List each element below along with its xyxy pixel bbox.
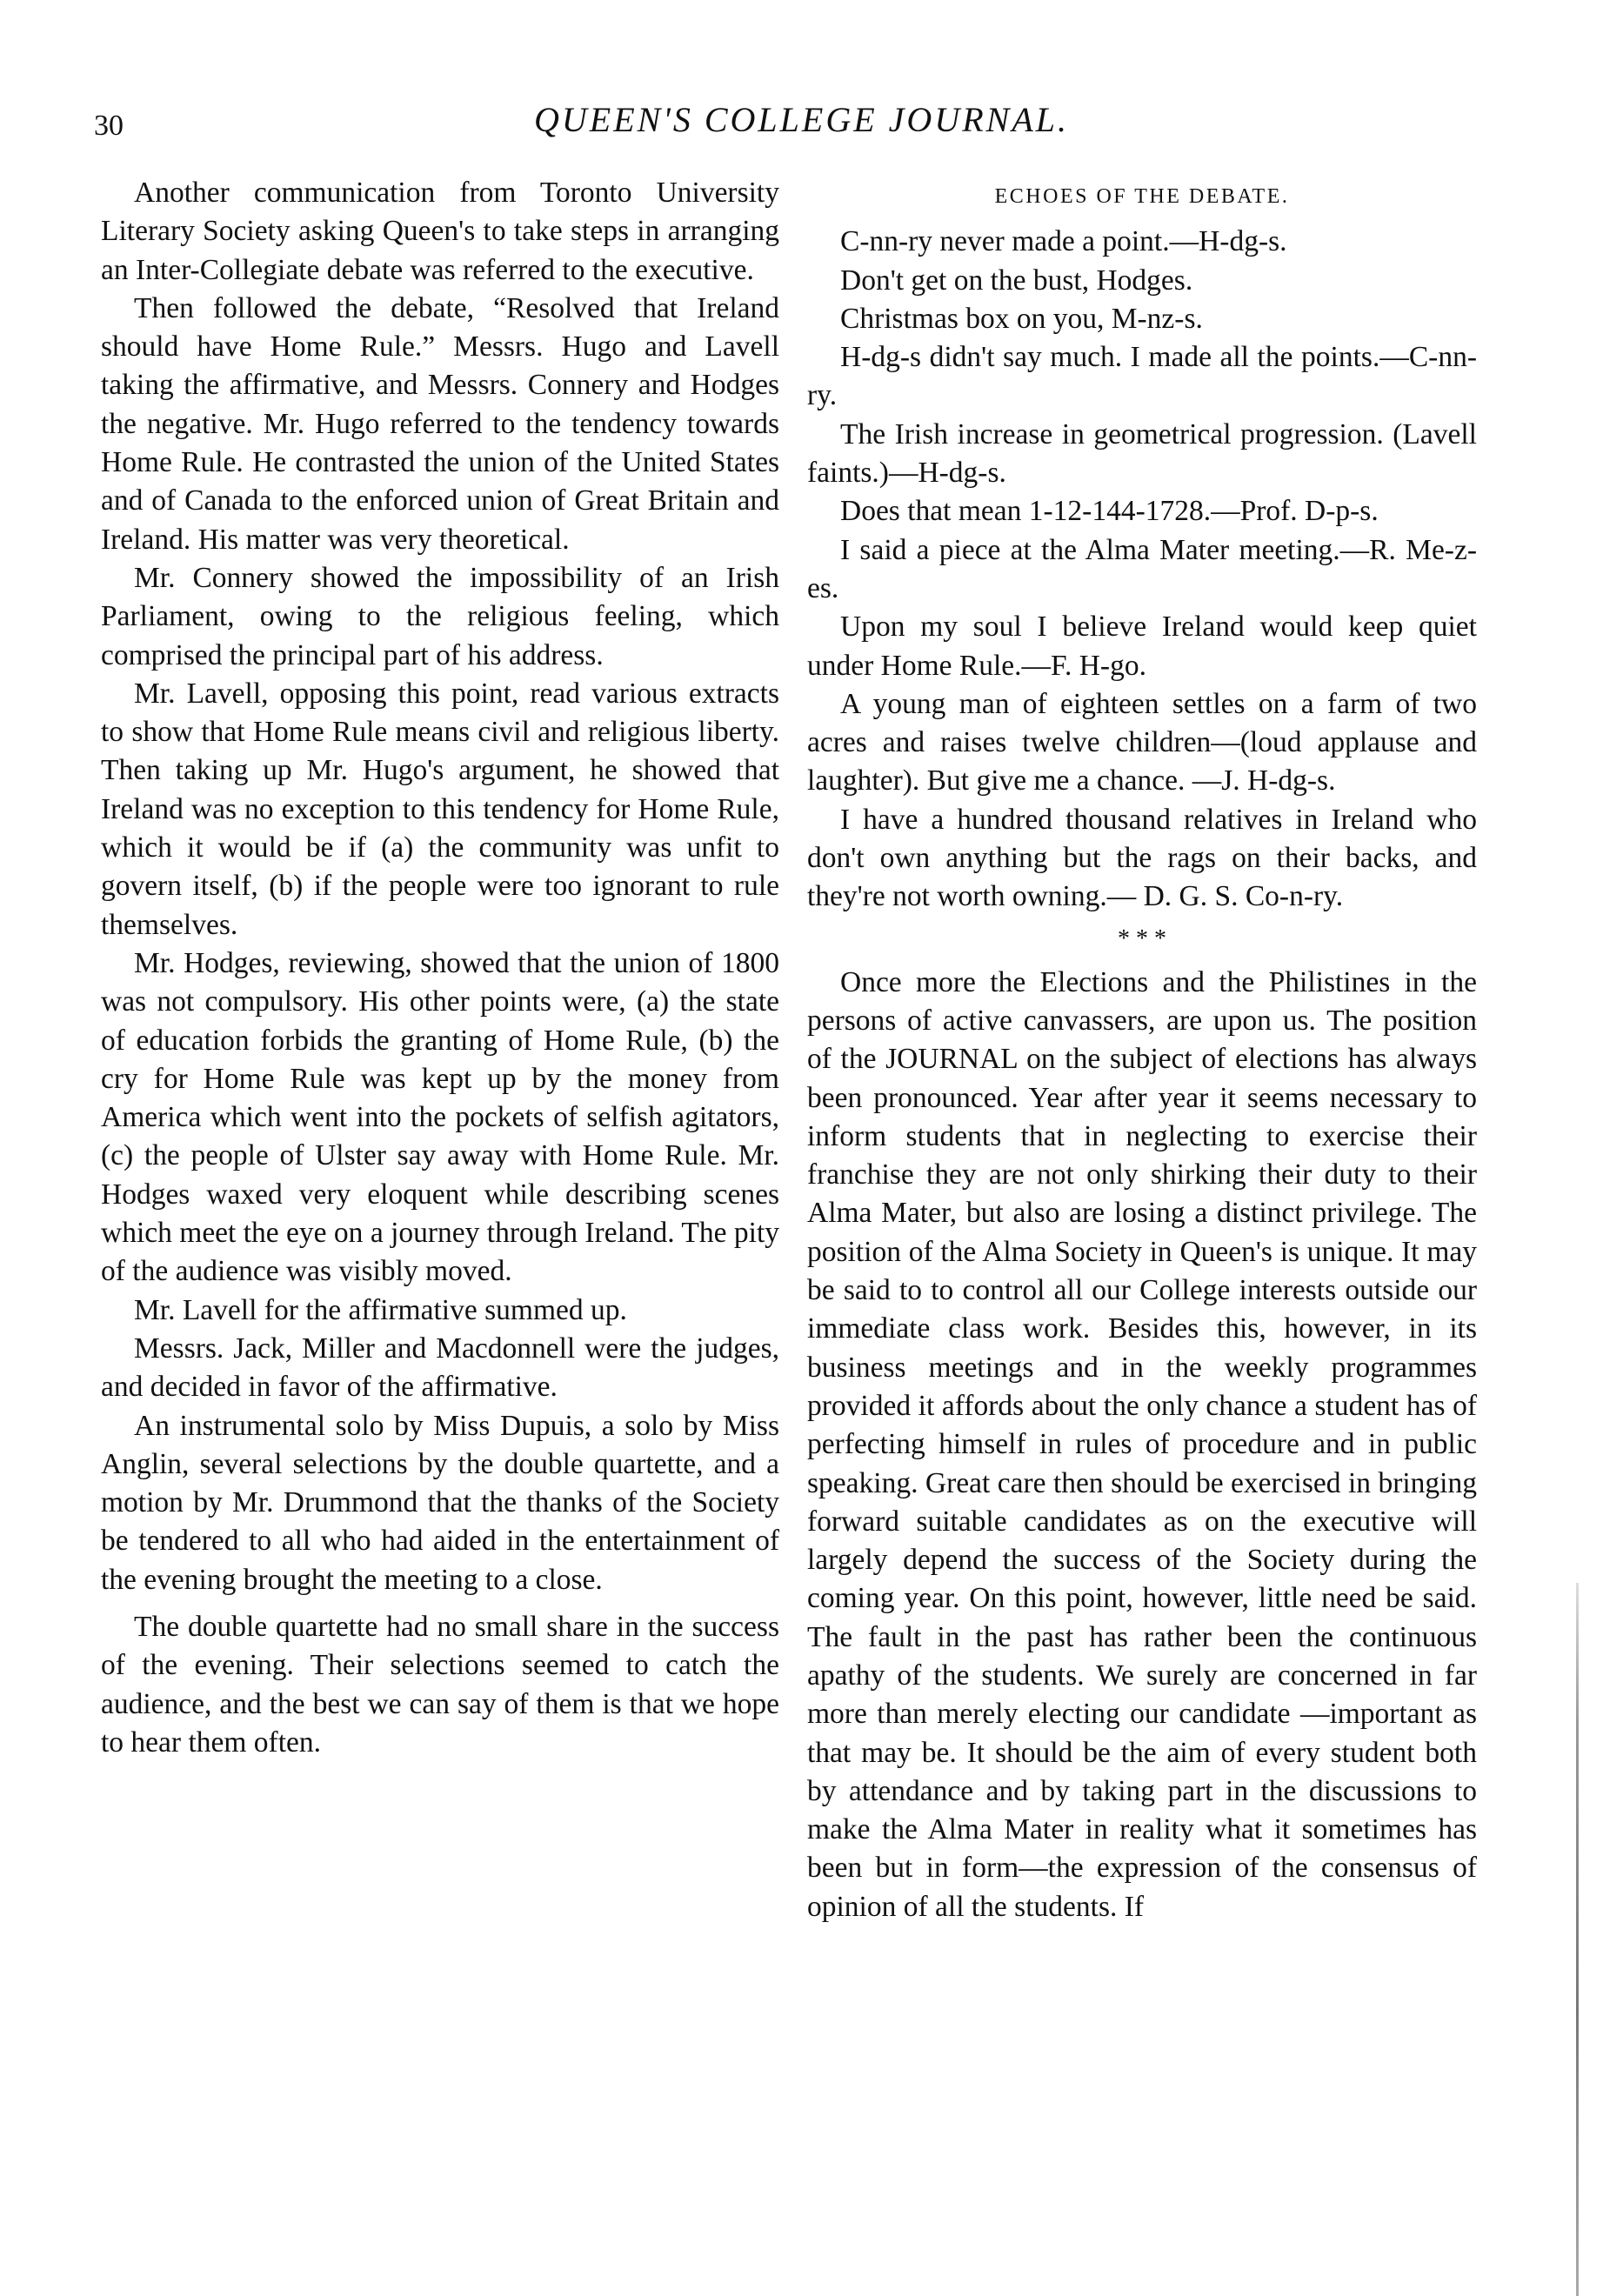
echo-item: The Irish increase in geometrical progression. (Lavell faints.)—H-dg-s. bbox=[807, 417, 1477, 490]
echo-item: I said a piece at the Alma Mater meeting.—R. Me-z-es. bbox=[807, 533, 1477, 604]
echo-item: C-nn-ry never made a point.—H-dg-s. bbox=[840, 225, 1287, 258]
paragraph: An instrumental solo by Miss Dupuis, a solo by Miss Anglin, several selections by the double quartette, and a motion by Mr. Drummond that the thanks of the Society be tendered to all who had aided in the entertainment of the evening brought the meeting to a close. bbox=[101, 1409, 779, 1596]
paragraph: Mr. Lavell for the affirmative summed up. bbox=[134, 1293, 627, 1326]
page-edge-rule bbox=[1576, 1583, 1579, 2296]
section-heading: ECHOES OF THE DEBATE. bbox=[994, 185, 1290, 208]
left-column bbox=[101, 174, 779, 1762]
running-title: QUEEN'S COLLEGE JOURNAL. bbox=[533, 100, 1069, 139]
echo-item: H-dg-s didn't say much. I made all the points.—C-nn-ry. bbox=[807, 341, 1477, 412]
paragraph: Mr. Hodges, reviewing, showed that the union of 1800 was not compulsory. His other points were, (a) the state of education forbids the granting of Home Rule, (b) the cry for Home Rule was kept up by the money from America which went into the pockets of selfish agitators, (c) the people of Ulster say away with Home Rule. Mr. Hodges waxed very eloquent while describing scenes which meet the eye on a journey through Ireland. The pity of the audience was visibly moved. bbox=[101, 946, 779, 1288]
paragraph: The double quartette had no small share in the success of the evening. Their selections seemed to catch the audience, and the best we can say of them is that we hope to hear them often. bbox=[101, 1610, 779, 1759]
echo-item: I have a hundred thousand relatives in Ireland who don't own anything but the rags on their backs, and they're not worth owning.— D. G. S. Co-n-ry. bbox=[807, 803, 1477, 913]
echo-item: Does that mean 1-12-144-1728.—Prof. D-p-s. bbox=[840, 495, 1379, 528]
paragraph: Messrs. Jack, Miller and Macdonnell were the judges, and decided in favor of the affirmative. bbox=[101, 1332, 779, 1404]
page-number: 30 bbox=[94, 110, 124, 142]
echo-item: Christmas box on you, M-nz-s. bbox=[840, 302, 1203, 335]
section-separator: * * * bbox=[1118, 924, 1166, 952]
right-column bbox=[807, 174, 1477, 1926]
echo-item: A young man of eighteen settles on a farm of two acres and raises twelve children—(loud applause and laughter). But give me a chance. —J. H-dg-s. bbox=[807, 687, 1477, 798]
paragraph: Then followed the debate, “Resolved that Ireland should have Home Rule.” Messrs. Hugo and Lavell taking the affirmative, and Messrs. Connery and Hodges the negative. Mr. Hugo referred to the tendency towards Home Rule. He contrasted the union of the United States and of Canada to the enforced union of Great Britain and Ireland. His matter was very theoretical. bbox=[101, 291, 779, 556]
paragraph: Mr. Connery showed the impossibility of an Irish Parliament, owing to the religious feeling, which comprised the principal part of his address. bbox=[101, 561, 779, 671]
echo-item: Don't get on the bust, Hodges. bbox=[840, 264, 1193, 297]
paragraph: Another communication from Toronto University Literary Society asking Queen's to take steps in arranging an Inter-Collegiate debate was referred to the executive. bbox=[101, 177, 779, 286]
echo-item: Upon my soul I believe Ireland would keep quiet under Home Rule.—F. H-go. bbox=[807, 611, 1477, 682]
editorial-paragraph: Once more the Elections and the Philistines in the persons of active canvassers, are upon us. The position of the JOURNAL on the subject of elections has always been pronounced. Year after year it seems necessary to inform students that in neglecting to exercise their franchise they are not only shirking their duty to their Alma Mater, but also are losing a distinct privilege. The position of the Alma Society in Queen's is unique. It may be said to to control all our College interests outside our immediate class work. Besides this, however, in its business meetings and in the weekly programmes provided it affords about the only chance a student has of perfecting himself in rules of procedure and in public speaking. Great care then should be exercised in bringing forward suitable candidates as on the executive will largely depend the success of the Society during the coming year. On this point, however, little need be said. The fault in the past has rather been the continuous apathy of the students. We surely are concerned in far more than merely electing our candidate —important as that may be. It should be the aim of every student both by attendance and by taking part in the discussions to make the Alma Mater in reality what it sometimes has been but in form—the expression of the consensus of opinion of all the students. If bbox=[807, 965, 1477, 1923]
paragraph: Mr. Lavell, opposing this point, read various extracts to show that Home Rule means civil and religious liberty. Then taking up Mr. Hugo's argument, he showed that Ireland was no exception to this tendency for Home Rule, which it would be if (a) the community was unfit to govern itself, (b) if the people were too ignorant to rule themselves. bbox=[101, 677, 779, 941]
